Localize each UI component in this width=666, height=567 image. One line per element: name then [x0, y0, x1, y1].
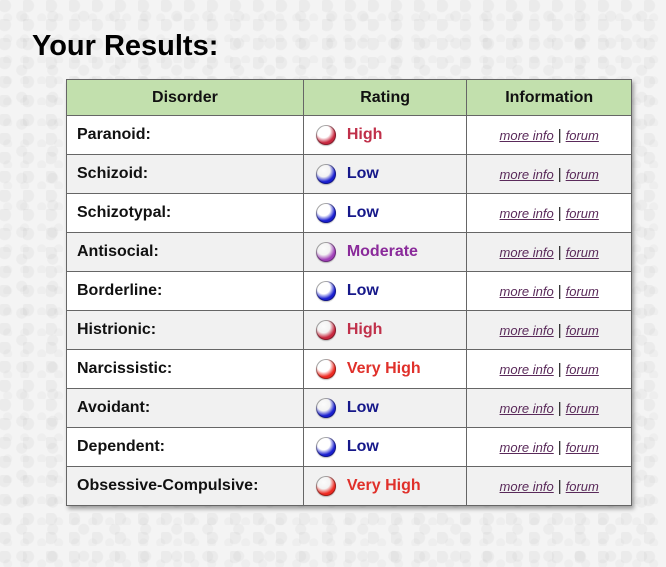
information-cell [467, 311, 632, 350]
rating-indicator-icon [316, 437, 336, 457]
disorder-name: Antisocial: [67, 233, 304, 272]
forum-link[interactable]: forum [565, 205, 599, 221]
rating-cell [303, 350, 467, 389]
link-separator: | [557, 165, 562, 183]
rating-cell [303, 194, 467, 233]
more-info-link[interactable]: more info [499, 478, 554, 494]
rating-indicator-icon [316, 359, 336, 379]
information-cell [467, 389, 632, 428]
link-separator: | [557, 321, 562, 339]
forum-link[interactable]: forum [565, 322, 599, 338]
link-separator: | [557, 282, 562, 300]
information-cell [467, 428, 632, 467]
rating-indicator-icon [316, 125, 336, 145]
rating-label: Moderate [346, 243, 418, 260]
rating-label: High [346, 321, 383, 338]
rating-cell [303, 428, 467, 467]
rating-label: Low [346, 204, 379, 221]
rating [316, 476, 467, 496]
more-info-link[interactable]: more info [499, 439, 554, 455]
link-separator: | [557, 360, 562, 378]
rating-indicator-icon [316, 242, 336, 262]
link-separator: | [557, 243, 562, 261]
rating-label: Very High [346, 477, 421, 494]
rating-cell [303, 389, 467, 428]
rating-indicator-icon [316, 164, 336, 184]
more-info-link[interactable]: more info [499, 244, 554, 260]
information-cell [467, 155, 632, 194]
more-info-link[interactable]: more info [499, 361, 554, 377]
rating-cell [303, 272, 467, 311]
more-info-link[interactable]: more info [499, 166, 554, 182]
disorder-name: Borderline: [67, 272, 304, 311]
disorder-column-header: Disorder [67, 80, 304, 116]
link-separator: | [557, 477, 562, 495]
disorder-name: Histrionic: [67, 311, 304, 350]
results-table-header [67, 80, 632, 116]
rating [316, 125, 467, 145]
rating [316, 242, 467, 262]
rating-cell [303, 155, 467, 194]
table-row [67, 311, 632, 350]
forum-link[interactable]: forum [565, 244, 599, 260]
page-title: Your Results: [32, 30, 219, 62]
table-row [67, 194, 632, 233]
rating-indicator-icon [316, 281, 336, 301]
results-table [66, 79, 632, 506]
more-info-link[interactable]: more info [499, 283, 554, 299]
forum-link[interactable]: forum [565, 127, 599, 143]
results-table-body [67, 116, 632, 506]
rating [316, 164, 467, 184]
rating-label: Low [346, 165, 379, 182]
table-row [67, 428, 632, 467]
more-info-link[interactable]: more info [499, 205, 554, 221]
link-separator: | [557, 204, 562, 222]
rating [316, 398, 467, 418]
forum-link[interactable]: forum [565, 478, 599, 494]
rating-label: High [346, 126, 383, 143]
link-separator: | [557, 399, 562, 417]
rating-indicator-icon [316, 398, 336, 418]
rating [316, 203, 467, 223]
table-row [67, 389, 632, 428]
disorder-name: Dependent: [67, 428, 304, 467]
information-column-header: Information [467, 80, 632, 116]
rating-cell [303, 233, 467, 272]
more-info-link[interactable]: more info [499, 322, 554, 338]
forum-link[interactable]: forum [565, 166, 599, 182]
forum-link[interactable]: forum [565, 439, 599, 455]
information-cell [467, 233, 632, 272]
rating [316, 437, 467, 457]
forum-link[interactable]: forum [565, 361, 599, 377]
rating-label: Very High [346, 360, 421, 377]
disorder-name: Schizotypal: [67, 194, 304, 233]
table-row [67, 272, 632, 311]
disorder-name: Paranoid: [67, 116, 304, 155]
table-row [67, 233, 632, 272]
rating-indicator-icon [316, 203, 336, 223]
rating-label: Low [346, 282, 379, 299]
more-info-link[interactable]: more info [499, 400, 554, 416]
disorder-name: Narcissistic: [67, 350, 304, 389]
forum-link[interactable]: forum [565, 283, 599, 299]
rating-indicator-icon [316, 320, 336, 340]
rating-column-header: Rating [303, 80, 467, 116]
disorder-name: Schizoid: [67, 155, 304, 194]
rating [316, 320, 467, 340]
table-row [67, 116, 632, 155]
disorder-name: Obsessive-Compulsive: [67, 467, 304, 506]
header-row [67, 80, 632, 116]
rating [316, 359, 467, 379]
information-cell [467, 350, 632, 389]
rating-cell [303, 116, 467, 155]
information-cell [467, 116, 632, 155]
table-row [67, 155, 632, 194]
rating-indicator-icon [316, 476, 336, 496]
table-row [67, 350, 632, 389]
rating-label: Low [346, 438, 379, 455]
rating [316, 281, 467, 301]
information-cell [467, 467, 632, 506]
rating-cell [303, 467, 467, 506]
forum-link[interactable]: forum [565, 400, 599, 416]
link-separator: | [557, 126, 562, 144]
rating-cell [303, 311, 467, 350]
more-info-link[interactable]: more info [499, 127, 554, 143]
rating-label: Low [346, 399, 379, 416]
information-cell [467, 194, 632, 233]
link-separator: | [557, 438, 562, 456]
disorder-name: Avoidant: [67, 389, 304, 428]
table-row [67, 467, 632, 506]
information-cell [467, 272, 632, 311]
